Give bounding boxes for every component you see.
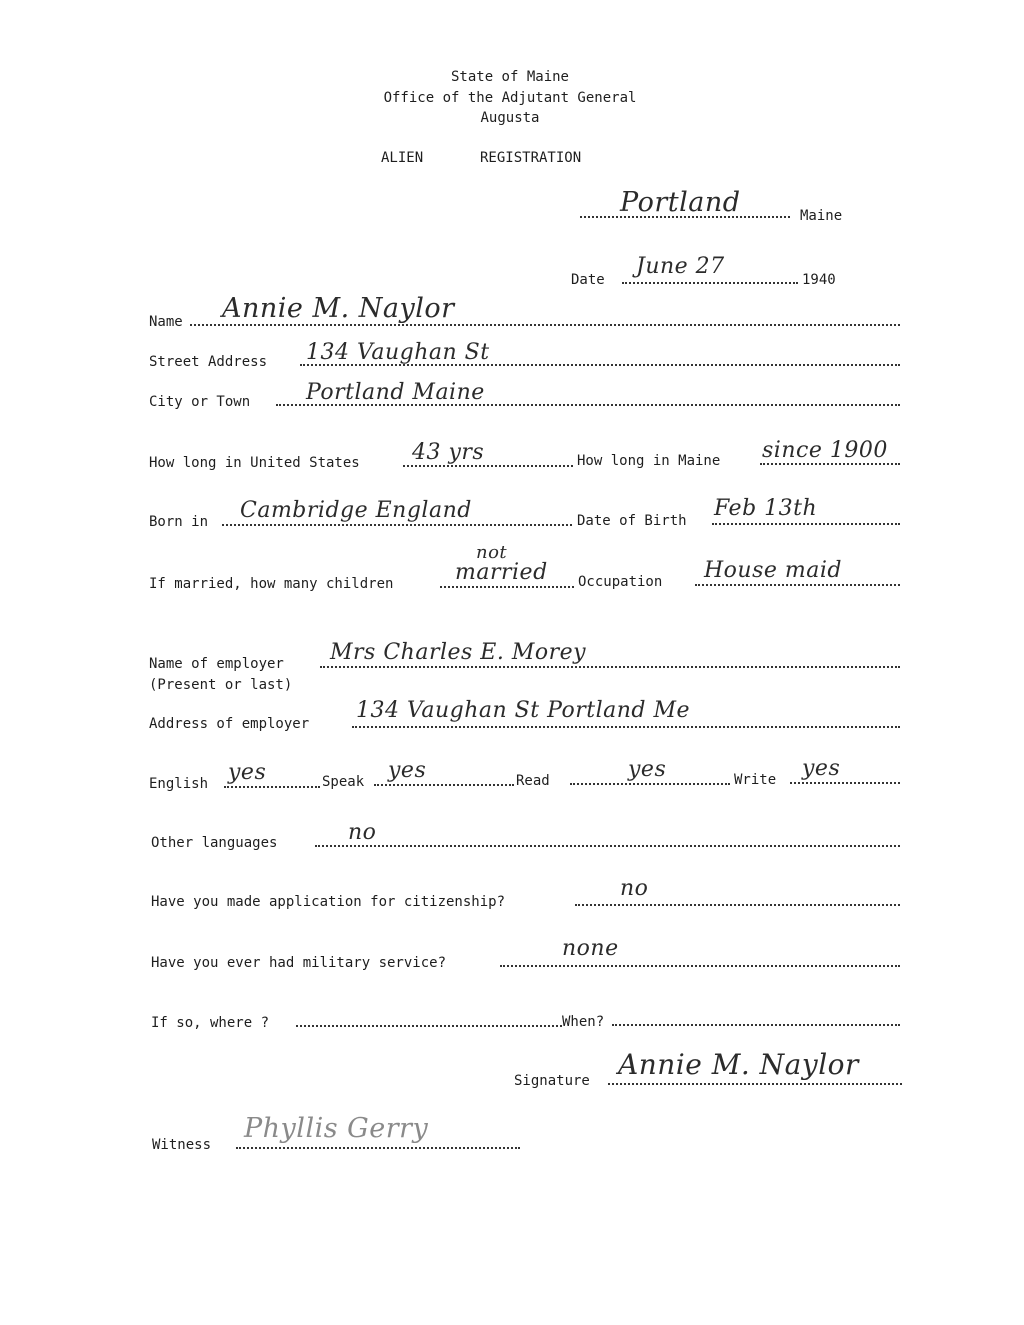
employer-address-label: Address of employer — [149, 716, 310, 732]
header-alien: ALIEN — [381, 150, 424, 166]
english-label: English — [149, 776, 209, 792]
city-value: Portland Maine — [306, 380, 485, 405]
signature-label: Signature — [514, 1073, 590, 1089]
name-dots — [190, 324, 900, 326]
employer-sublabel: (Present or last) — [149, 677, 293, 693]
header-city: Augusta — [480, 110, 540, 126]
employer-address-dots — [352, 726, 900, 728]
date-label: Date — [571, 272, 605, 288]
date-value: June 27 — [636, 254, 725, 279]
date-year: 1940 — [802, 272, 836, 288]
other-languages-label: Other languages — [151, 835, 278, 851]
dob-value: Feb 13th — [714, 496, 818, 521]
write-value: yes — [802, 756, 841, 781]
header-registration: REGISTRATION — [480, 150, 582, 166]
header-office: Office of the Adjutant General — [383, 90, 637, 106]
dob-label: Date of Birth — [577, 513, 687, 529]
citizenship-value: no — [620, 876, 649, 901]
speak-value: yes — [388, 758, 427, 783]
born-in-label: Born in — [149, 514, 209, 530]
witness-value: Phyllis Gerry — [244, 1113, 429, 1144]
name-label: Name — [149, 314, 183, 330]
street-label: Street Address — [149, 354, 268, 370]
citizenship-label: Have you made application for citizenship? — [151, 894, 506, 910]
place-value: Portland — [620, 187, 741, 218]
occupation-value: House maid — [704, 558, 842, 583]
how-long-us-value: 43 yrs — [412, 440, 485, 465]
signature-dots — [608, 1083, 902, 1085]
place-suffix: Maine — [800, 208, 843, 224]
date-dots — [622, 282, 798, 284]
children-label: If married, how many children — [149, 576, 394, 592]
children-value: married — [455, 560, 548, 585]
citizenship-dots — [575, 904, 900, 906]
where-dots — [296, 1025, 562, 1027]
header-state: State of Maine — [450, 69, 569, 85]
where-label: If so, where ? — [151, 1015, 270, 1031]
when-label: When? — [562, 1014, 605, 1030]
name-value: Annie M. Naylor — [222, 293, 455, 324]
employer-label: Name of employer — [149, 656, 284, 672]
military-value: none — [562, 936, 619, 961]
other-languages-value: no — [348, 820, 377, 845]
how-long-maine-value: since 1900 — [762, 438, 888, 463]
employer-value: Mrs Charles E. Morey — [330, 640, 587, 665]
city-label: City or Town — [149, 394, 251, 410]
employer-address-value: 134 Vaughan St Portland Me — [356, 698, 691, 723]
street-value: 134 Vaughan St — [306, 340, 490, 365]
military-label: Have you ever had military service? — [151, 955, 447, 971]
other-languages-dots — [315, 845, 900, 847]
read-value: yes — [628, 757, 667, 782]
signature-value: Annie M. Naylor — [618, 1048, 859, 1081]
speak-label: Speak — [322, 774, 365, 790]
witness-label: Witness — [152, 1137, 212, 1153]
military-dots — [500, 965, 900, 967]
read-label: Read — [516, 773, 550, 789]
witness-dots — [236, 1147, 520, 1149]
born-in-value: Cambridge England — [240, 498, 472, 523]
occupation-label: Occupation — [578, 574, 663, 590]
english-value: yes — [228, 760, 267, 785]
how-long-us-label: How long in United States — [149, 455, 360, 471]
write-label: Write — [734, 772, 777, 788]
children-note: not — [476, 542, 508, 563]
when-dots — [612, 1024, 900, 1026]
how-long-maine-label: How long in Maine — [577, 453, 721, 469]
